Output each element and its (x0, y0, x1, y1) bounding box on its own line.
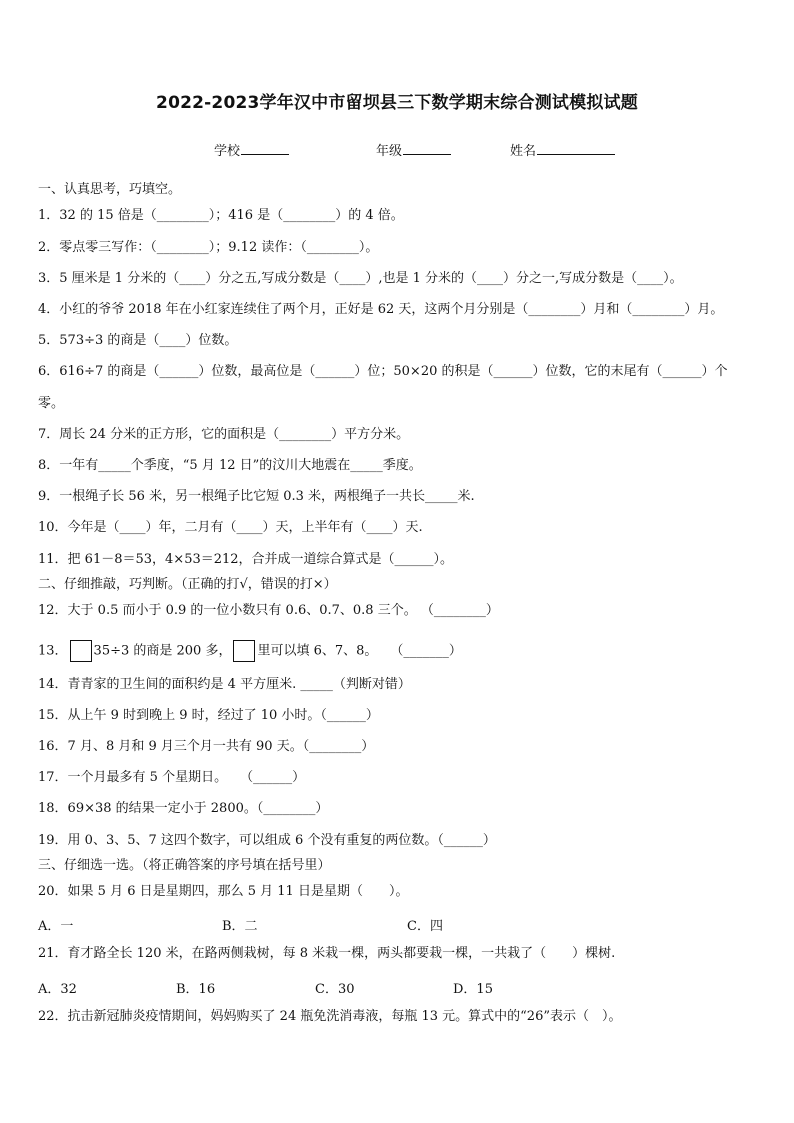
question-18: 18．69×38 的结果一定小于 2800。（________） (38, 801, 329, 816)
question-1: 1．32 的 15 倍是（________）；416 是（________）的 4 倍。 (38, 208, 404, 223)
question-7: 7．周长 24 分米的正方形，它的面积是（________）平方分米。 (38, 427, 410, 442)
name-field (510, 140, 615, 159)
question-11: 11．把 61－8＝53，4×53＝212，合并成一道综合算式是（______）。 (38, 552, 454, 567)
question-2: 2．零点零三写作：（________）；9.12 读作：（________）。 (38, 240, 379, 255)
school-label: 学校 (214, 144, 241, 159)
section-1-heading: 一、认真思考，巧填空。 (38, 182, 182, 197)
question-16: 16．7 月、8 月和 9 月三个月一共有 90 天。（________） (38, 739, 375, 754)
school-blank[interactable] (241, 140, 289, 155)
question-15: 15．从上午 9 时到晚上 9 时，经过了 10 小时。（______） (38, 708, 379, 723)
question-8: 8．一年有_____个季度，“5 月 12 日”的汶川大地震在_____季度。 (38, 458, 422, 473)
question-12: 12．大于 0.5 而小于 0.9 的一位小数只有 0.6、0.7、0.8 三个。 （________） (38, 603, 499, 618)
grade-blank[interactable] (403, 140, 451, 155)
q21-option-c[interactable]: C．30 (315, 982, 355, 997)
question-10: 10．今年是（____）年，二月有（____）天，上半年有（____）天. (38, 520, 423, 535)
question-5: 5．573÷3 的商是（____）位数。 (38, 333, 238, 348)
page-title: 2022-2023学年汉中市留坝县三下数学期末综合测试模拟试题 (156, 93, 638, 113)
q21-option-d[interactable]: D．15 (453, 982, 493, 997)
question-22: 22．抗击新冠肺炎疫情期间，妈妈购买了 24 瓶免洗消毒液，每瓶 13 元。算式中的“26”表示（ ）。 (38, 1009, 622, 1024)
question-20: 20．如果 5 月 6 日是星期四，那么 5 月 11 日是星期（ ）。 (38, 884, 409, 899)
grade-field (376, 140, 451, 159)
q20-option-b[interactable]: B．二 (222, 919, 258, 934)
section-3-heading: 三、仔细选一选。（将正确答案的序号填在括号里） (38, 858, 331, 873)
question-19: 19．用 0、3、5、7 这四个数字，可以组成 6 个没有重复的两位数。（______） (38, 833, 496, 848)
question-21: 21．育才路全长 120 米，在路两侧栽树，每 8 米栽一棵，两头都要栽一棵，一共栽了（ ）棵树. (38, 946, 616, 961)
question-3: 3．5 厘米是 1 分米的（____）分之五,写成分数是（____）,也是 1 分米的（____）分之一,写成分数是（____）。 (38, 271, 683, 286)
question-13 (38, 640, 462, 662)
school-field (214, 140, 289, 159)
question-6-continued: 零。 (38, 396, 65, 411)
question-13-number: 13． (38, 643, 68, 659)
answer-box[interactable] (233, 640, 255, 662)
answer-box[interactable] (70, 640, 92, 662)
name-label: 姓名 (510, 144, 537, 159)
question-13-text-a: 35÷3 的商是 200 多， (93, 643, 232, 659)
question-9: 9．一根绳子长 56 米，另一根绳子比它短 0.3 米，两根绳子一共长_____米. (38, 489, 475, 504)
question-6: 6．616÷7 的商是（______）位数，最高位是（______）位；50×20 的积是（______）位数，它的末尾有（______）个 (38, 364, 728, 379)
question-14: 14．青青家的卫生间的面积约是 4 平方厘米. _____（判断对错） (38, 677, 411, 692)
grade-label: 年级 (376, 144, 403, 159)
question-13-text-b: 里可以填 6、7、8。 （_______） (257, 643, 462, 659)
section-2-heading: 二、仔细推敲，巧判断。（正确的打√，错误的打×） (38, 577, 337, 592)
q21-option-b[interactable]: B．16 (176, 982, 216, 997)
question-4: 4．小红的爷爷 2018 年在小红家连续住了两个月，正好是 62 天，这两个月分别是（________）月和（________）月。 (38, 302, 724, 317)
name-blank[interactable] (537, 140, 615, 155)
q21-option-a[interactable]: A．32 (38, 982, 77, 997)
q20-option-c[interactable]: C．四 (407, 919, 443, 934)
question-17: 17．一个月最多有 5 个星期日。 （______） (38, 770, 306, 785)
q20-option-a[interactable]: A．一 (38, 919, 74, 934)
